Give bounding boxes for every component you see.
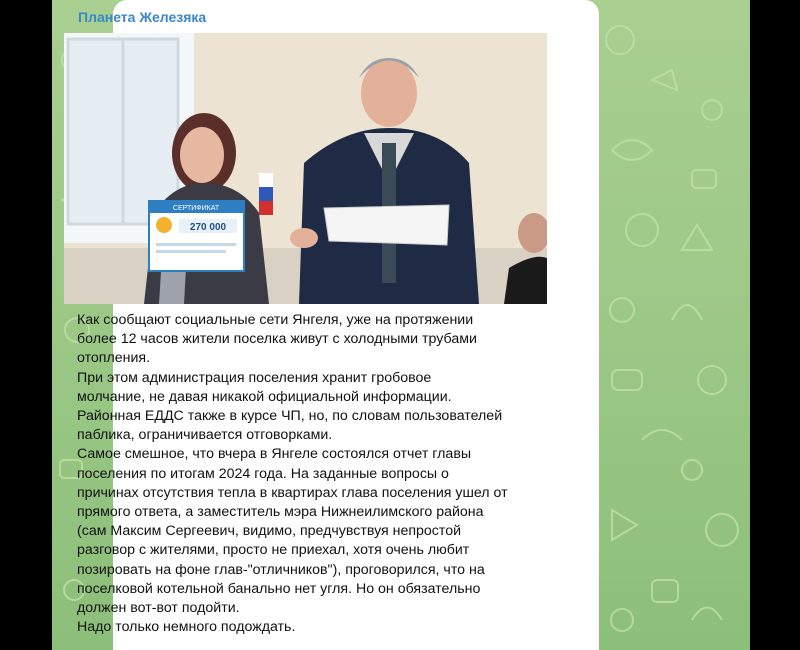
- post-photo[interactable]: [64, 33, 547, 304]
- post-paragraph: При этом администрация поселения хранит гробовое молчание, не давая никакой официальной информации.: [77, 369, 452, 405]
- post-paragraph: Самое смешное, что вчера в Янгеле состоялся отчет главы поселения по итогам 2024 года. На заданные вопросы о причинах отсутствия тепла в квартирах глава поселения ушел от прямого ответа, а заместитель мэра Нижнеилимского района (сам Максим Сергеевич, видимо, предчувствуя непростой разговор с жителями, просто не приехал, хотя очень любит позировать на фоне глав-"отличников"), проговорился, что на поселковой котельной банально нет угля. Но он обязательно должен вот-вот подойти.: [77, 446, 508, 617]
- channel-name[interactable]: Планета Железяка: [78, 9, 207, 25]
- certificate-amount: 270 000: [189, 222, 227, 233]
- post-paragraph: Как сообщают социальные сети Янгеля, уже на протяжении более 12 часов жители поселка живут с холодными трубами отопления.: [77, 312, 477, 367]
- certificate-title: СЕРТИФИКАТ: [172, 205, 220, 212]
- post-paragraph: Районная ЕДДС также в курсе ЧП, но, по словам пользователей паблика, ограничивается отговорками.: [77, 408, 503, 444]
- post-paragraph: Надо только немного подождать.: [77, 619, 296, 636]
- post-text: [77, 311, 539, 637]
